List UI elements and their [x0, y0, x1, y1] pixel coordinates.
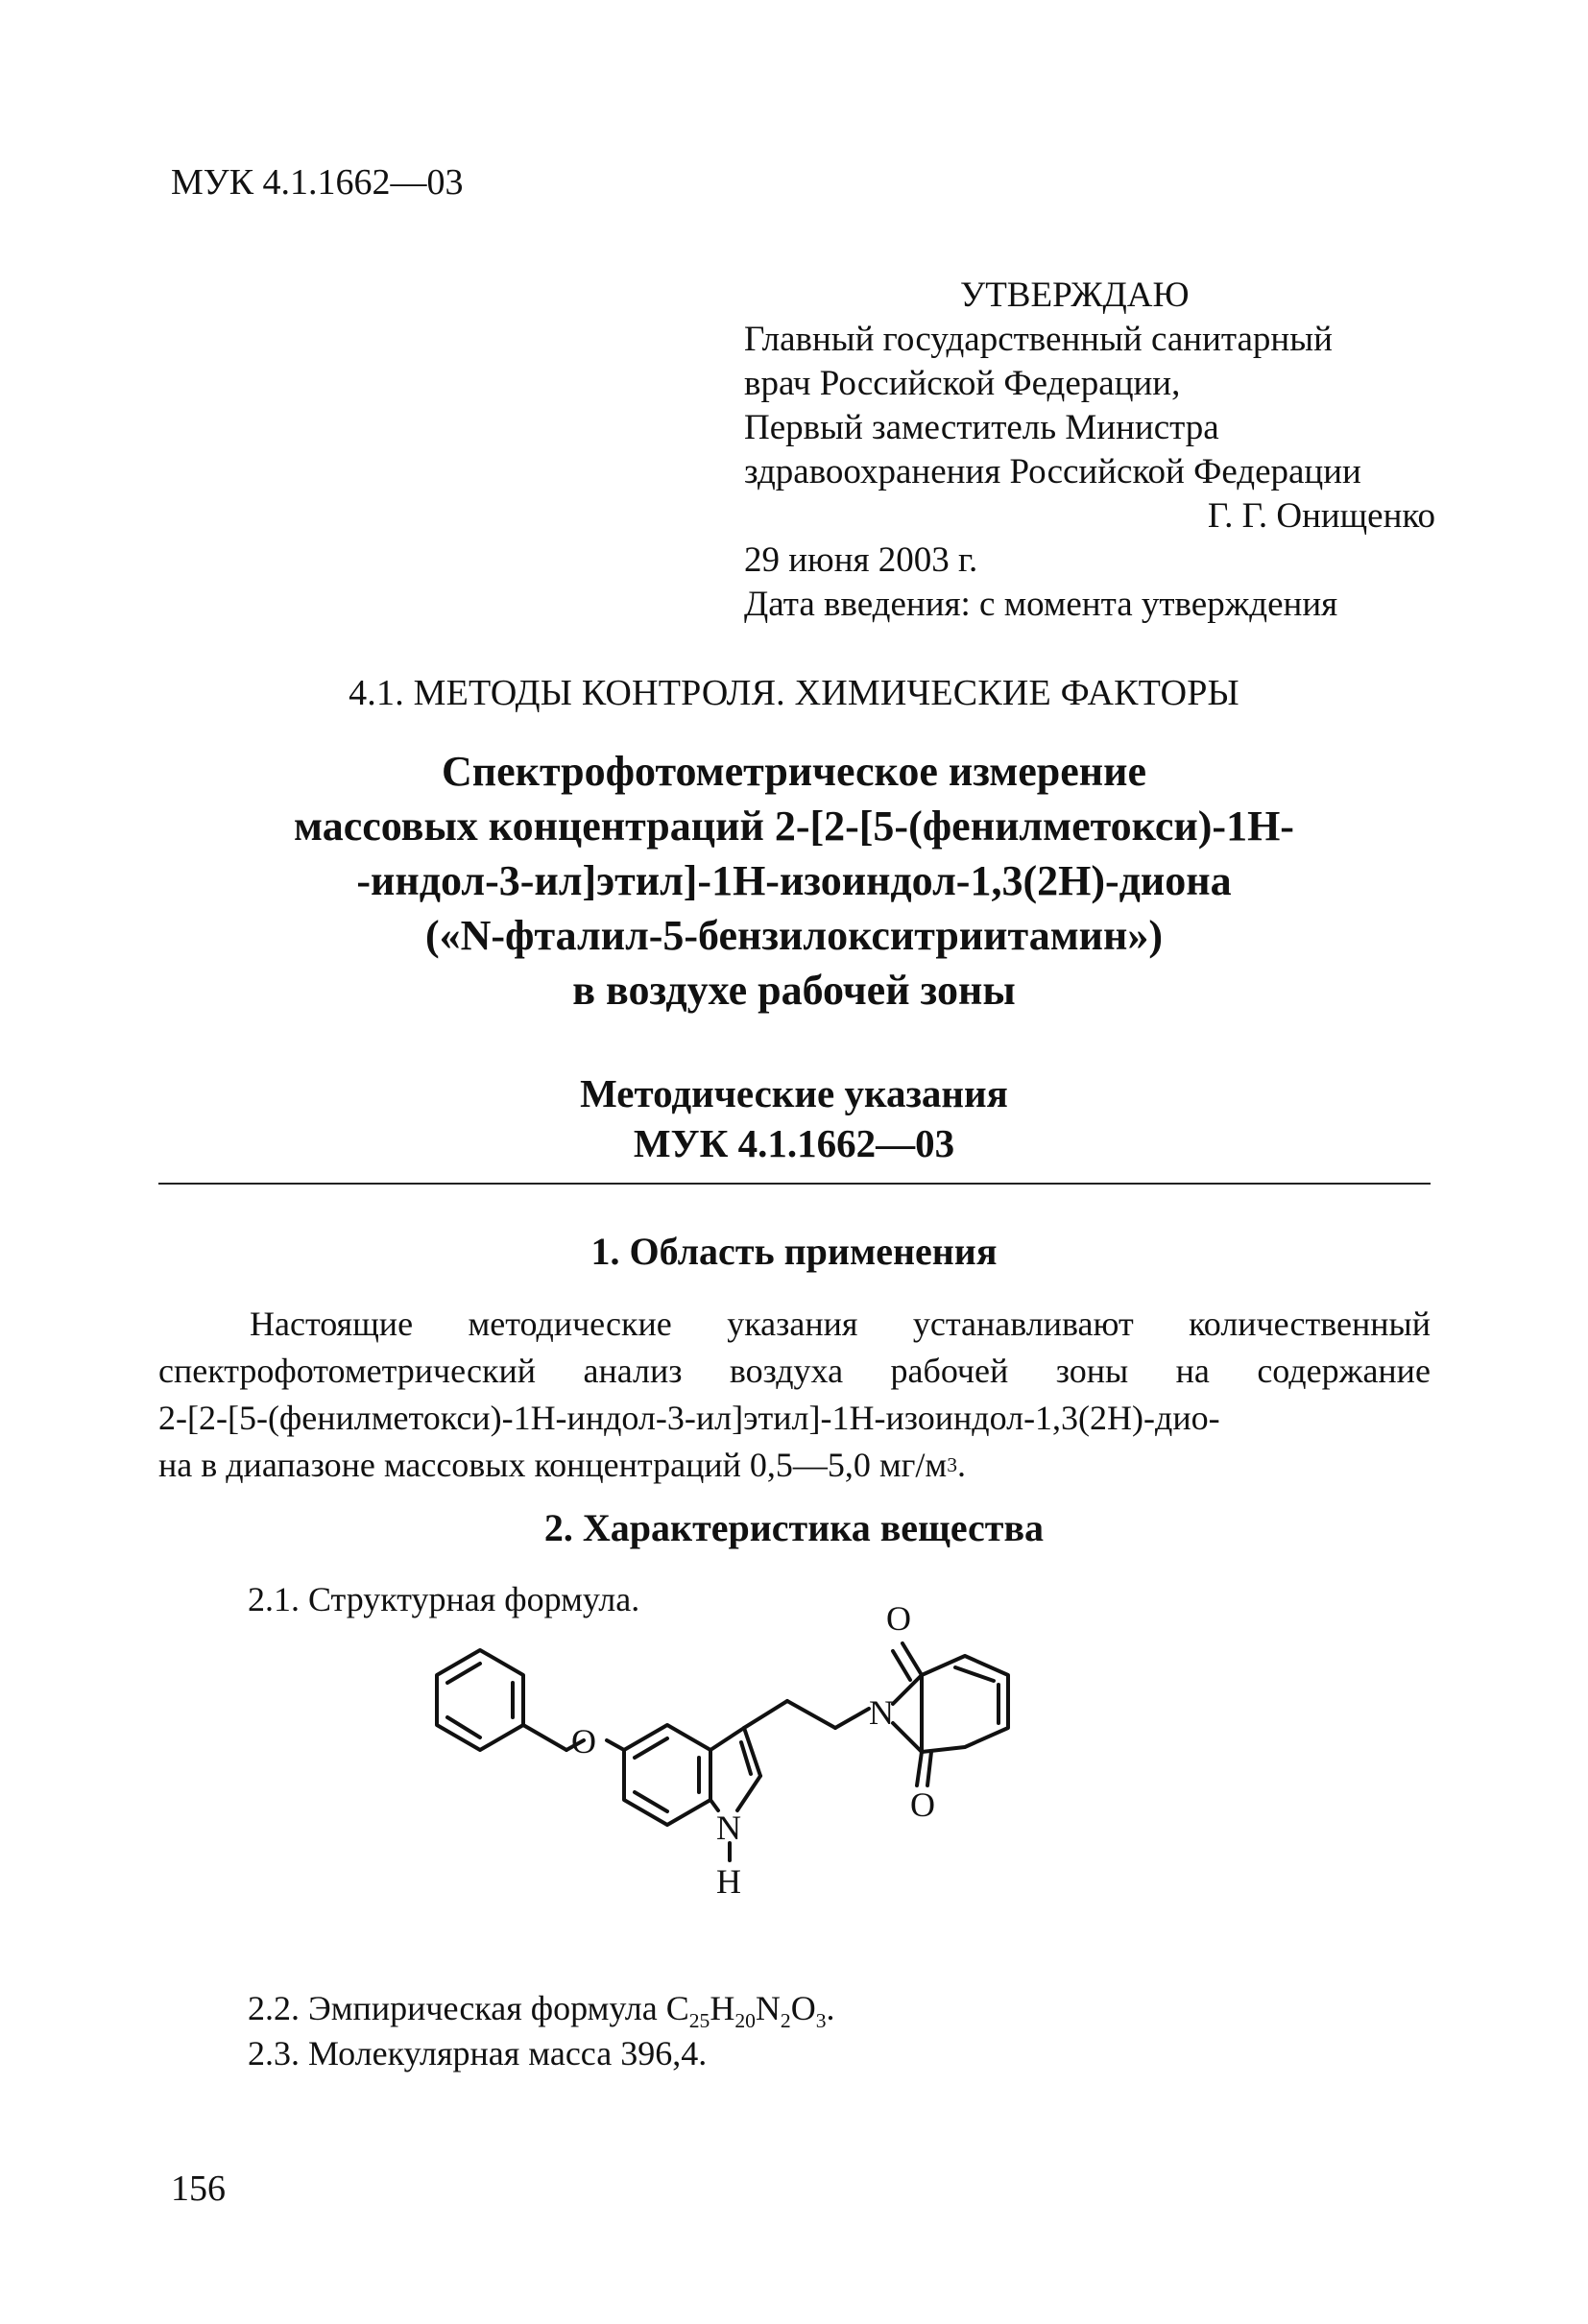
paragraph-word: на: [1175, 1352, 1210, 1390]
approval-line: Главный государственный санитарный: [744, 320, 1333, 359]
atom-o-bottom: O: [910, 1785, 935, 1824]
imide-bond: [893, 1723, 922, 1752]
title-line: массовых концентраций 2-[2-[5-(фенилметокси)-1Н-: [294, 803, 1294, 850]
paragraph-word: Настоящие: [250, 1305, 414, 1343]
method-code: МУК 4.1.1662—03: [633, 1121, 955, 1165]
formula-count: 20: [734, 2009, 756, 2033]
paragraph-line: [158, 1301, 1431, 1348]
paragraph-line: [158, 1395, 1431, 1442]
pyrrole-bond: [744, 1728, 760, 1776]
approval-signer: Г. Г. Онищенко: [1207, 496, 1435, 536]
horizontal-rule: [158, 1183, 1431, 1185]
paragraph-word: указания: [727, 1305, 858, 1343]
method-block: [0, 1068, 1588, 1168]
formula-count: 2: [780, 2009, 791, 2033]
paragraph-word: рабочей: [890, 1352, 1009, 1390]
atom-o-top: O: [886, 1599, 911, 1638]
paragraph-last-end: .: [957, 1446, 966, 1484]
atom-n-indole: N: [716, 1809, 741, 1847]
formula-element: C: [665, 1989, 689, 2027]
structural-formula-diagram: [384, 1599, 1248, 1977]
method-kind: Методические указания: [580, 1071, 1008, 1115]
pyrrole-bond: [737, 1776, 760, 1810]
paragraph-last-text: на в диапазоне массовых концентраций 0,5—5,0 мг/м: [158, 1446, 948, 1484]
approval-line: здравоохранения Российской Федерации: [744, 452, 1361, 491]
formula-element: H: [710, 1989, 735, 2027]
ring-double-bond: [955, 1667, 994, 1681]
paragraph-word: методические: [468, 1305, 672, 1343]
paragraph-word: зоны: [1055, 1352, 1129, 1390]
formula-element: N: [755, 1989, 781, 2027]
paragraph-word: спектрофотометрический: [158, 1352, 537, 1390]
title-line: в воздухе рабочей зоны: [572, 967, 1016, 1014]
formula-count: 25: [688, 2009, 710, 2033]
atom-o-ether: O: [571, 1722, 596, 1761]
page-number: 156: [171, 2168, 226, 2209]
paragraph-word: содержание: [1257, 1352, 1431, 1390]
carbonyl-bond: [917, 1752, 922, 1785]
approval-title: УТВЕРЖДАЮ: [960, 276, 1190, 315]
title-line: Спектрофотометрическое измерение: [441, 748, 1146, 795]
unit-superscript: 3: [947, 1453, 957, 1476]
paragraph-word: воздуха: [729, 1352, 844, 1390]
formula-element: O: [790, 1989, 816, 2027]
approval-date: 29 июня 2003 г.: [744, 540, 978, 580]
document-title: [144, 744, 1444, 1018]
paragraph-word: количественный: [1189, 1305, 1431, 1343]
imide-bond: [893, 1675, 922, 1704]
paragraph-word: устанавливают: [912, 1305, 1134, 1343]
title-line: -индол-3-ил]этил]-1Н-изоиндол-1,3(2Н)-диона: [356, 857, 1232, 904]
ethyl-bond: [787, 1701, 835, 1728]
structure-svg: [384, 1599, 1248, 1977]
item-label: 2.2. Эмпирическая формула: [248, 1989, 666, 2027]
formula-count: 3: [815, 2009, 827, 2033]
title-line: («N-фталил-5-бензилокситриитамин»): [424, 912, 1164, 959]
section-1-paragraph: [158, 1301, 1431, 1489]
item-empirical-formula: [248, 1988, 835, 2033]
paragraph-line: [158, 1348, 1431, 1395]
section-1-heading: 1. Область применения: [590, 1230, 998, 1273]
paragraph-word: 2-[2-[5-(фенилметокси)-1Н-индол-3-ил]этил]-1Н-изоиндол-1,3(2Н)-дио-: [158, 1399, 1220, 1437]
ch2-bond: [523, 1725, 566, 1750]
formula-end: .: [826, 1989, 835, 2027]
category-heading: 4.1. МЕТОДЫ КОНТРОЛЯ. ХИМИЧЕСКИЕ ФАКТОРЫ: [349, 673, 1239, 713]
atom-n-imide: N: [869, 1693, 894, 1732]
pyrrole-bond: [710, 1728, 744, 1750]
item-structural-formula: 2.1. Структурная формула.: [248, 1580, 640, 1618]
effective-date: Дата введения: с момента утверждения: [744, 585, 1338, 624]
paragraph-word: анализ: [583, 1352, 683, 1390]
ethyl-bond: [835, 1709, 869, 1728]
approval-block: [744, 274, 1445, 627]
paragraph-line: [158, 1442, 1431, 1489]
atom-h-indole: H: [716, 1862, 741, 1901]
approval-line: врач Российской Федерации,: [744, 364, 1181, 403]
approval-line: Первый заместитель Министра: [744, 408, 1219, 447]
ethyl-bond: [744, 1701, 787, 1728]
carbonyl-double-bond: [927, 1752, 931, 1785]
item-molecular-mass: 2.3. Молекулярная масса 396,4.: [248, 2034, 708, 2072]
ether-bond: [607, 1740, 624, 1750]
section-2-heading: 2. Характеристика вещества: [543, 1506, 1045, 1549]
document-code: МУК 4.1.1662—03: [171, 162, 464, 203]
